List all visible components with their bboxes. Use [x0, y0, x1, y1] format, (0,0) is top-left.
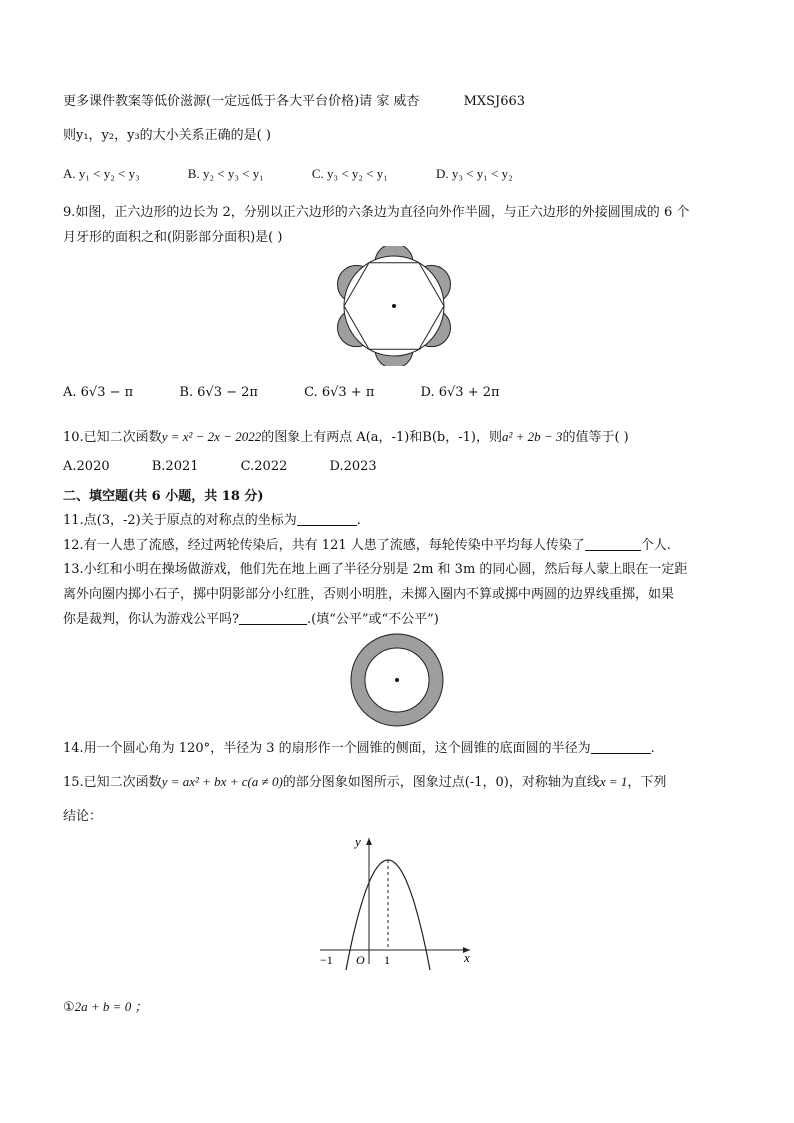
q11-stem: [63, 509, 361, 528]
q15-prefix: 15.已知二次函数: [63, 775, 162, 790]
q13-line1: 13.小红和小明在操场做游戏，他们先在地上画了半径分别是 2m 和 3m 的同心圆，然后每人蒙上眼在一定距: [63, 562, 688, 577]
q13-hint: .(填“公平”或“不公平”): [306, 612, 439, 627]
center-dot: [395, 678, 399, 682]
q13-question: 你是裁判，你认为游戏公平吗?: [63, 612, 239, 627]
one-label: 1: [384, 953, 390, 967]
q15-suffix: ，下列: [627, 775, 667, 790]
q8-option-c: C. y₃ < y₂ < y₁: [311, 166, 388, 181]
q10-suffix: 的值等于( ): [562, 430, 629, 445]
q12-text: 12.有一人患了流感，经过两轮传染后，共有 121 人患了流感，每轮传染中平均每人传染了: [63, 538, 585, 553]
q13-line2: 离外向圈内掷小石子，掷中阴影部分小红胜，否则小明胜，未掷入圈内不算或掷中两圆的边界线重掷，如果: [63, 587, 675, 602]
q10-middle: 的图象上有两点 A(a，-1)和B(b，-1)，则: [261, 430, 502, 445]
q12-stem: [63, 534, 671, 553]
q9-line1: 9.如图，正六边形的边长为 2，分别以正六边形的六条边为直径向外作半圆，与正六边形的外接圆围成的 6 个: [63, 205, 690, 220]
q11-text: 11.点(3，-2)关于原点的对称点的坐标为: [63, 513, 297, 528]
q12-unit: 个人.: [640, 538, 671, 553]
q13-line3: [63, 608, 439, 627]
q10-option-d: D.2023: [329, 459, 377, 474]
q15-formula: y = ax² + bx + c(a ≠ 0): [161, 774, 283, 789]
q13-answer-blank[interactable]: [239, 611, 307, 625]
conclusion-text: 2a + b = 0 ；: [74, 999, 148, 1014]
q14-text: 14.用一个圆心角为 120°，半径为 3 的扇形作一个圆锥的侧面，这个圆锥的底面圆的半径为: [63, 741, 591, 756]
q9-option-d: D. 6√3 + 2π: [420, 385, 500, 400]
header-code: MXSJ663: [463, 94, 526, 109]
q8-option-d: D. y₃ < y₁ < y₂: [435, 166, 513, 181]
y-axis-label: y: [355, 834, 361, 849]
q10-option-a: A.2020: [63, 459, 110, 474]
q15-conclusion-1: [63, 996, 147, 1015]
header-note: 更多课件教案等低价滋源(一定远低于各大平台价格)请 家 威杏: [63, 94, 420, 109]
q10-formula: y = x² − 2x − 2022: [161, 429, 262, 444]
concentric-circles-figure: [349, 632, 445, 728]
q12-answer-blank[interactable]: [585, 537, 641, 551]
neg-one-label: −1: [320, 953, 333, 967]
conclusion-number: ①: [63, 1000, 75, 1015]
q14-answer-blank[interactable]: [591, 740, 651, 754]
q10-stem: [63, 426, 629, 445]
q10-expression: a² + 2b − 3: [501, 429, 563, 444]
page-header: [63, 90, 525, 109]
q9-line2: 月牙形的面积之和(阴影部分面积)是( ): [63, 230, 283, 245]
q10-option-b: B.2021: [151, 459, 199, 474]
q10-option-c: C.2022: [240, 459, 288, 474]
y-axis-arrow: [366, 838, 372, 845]
q9-option-b: B. 6√3 − 2π: [179, 385, 258, 400]
q14-period: .: [650, 741, 655, 756]
x-axis-label: x: [464, 950, 470, 965]
q14-stem: [63, 737, 655, 756]
q10-prefix: 10.已知二次函数: [63, 430, 162, 445]
q15-line2: 结论：: [63, 809, 103, 824]
q11-answer-blank[interactable]: [297, 512, 357, 526]
q15-axis-equation: x = 1: [599, 774, 628, 789]
q8-option-a: A. y₁ < y₂ < y₃: [63, 166, 140, 181]
q9-option-c: C. 6√3 + π: [304, 385, 375, 400]
q9-option-a: A. 6√3 − π: [63, 385, 134, 400]
origin-label: O: [356, 953, 365, 967]
q8-option-b: B. y₂ < y₃ < y₁: [187, 166, 264, 181]
q15-middle: 的部分图象如图所示，图象过点(-1，0)，对称轴为直线: [282, 775, 600, 790]
parabola-graph: [310, 828, 480, 970]
section-title: 二、填空题(共 6 小题，共 18 分): [63, 489, 264, 504]
q8-stem: 则y₁，y₂，y₃的大小关系正确的是( ): [63, 128, 271, 143]
q10-options: [63, 459, 403, 474]
q11-period: .: [356, 513, 361, 528]
q9-options: [63, 385, 526, 400]
hexagon-crescent-figure: [336, 246, 452, 366]
q8-options: [63, 166, 539, 182]
q15-stem: [63, 771, 666, 790]
center-dot: [392, 304, 396, 308]
